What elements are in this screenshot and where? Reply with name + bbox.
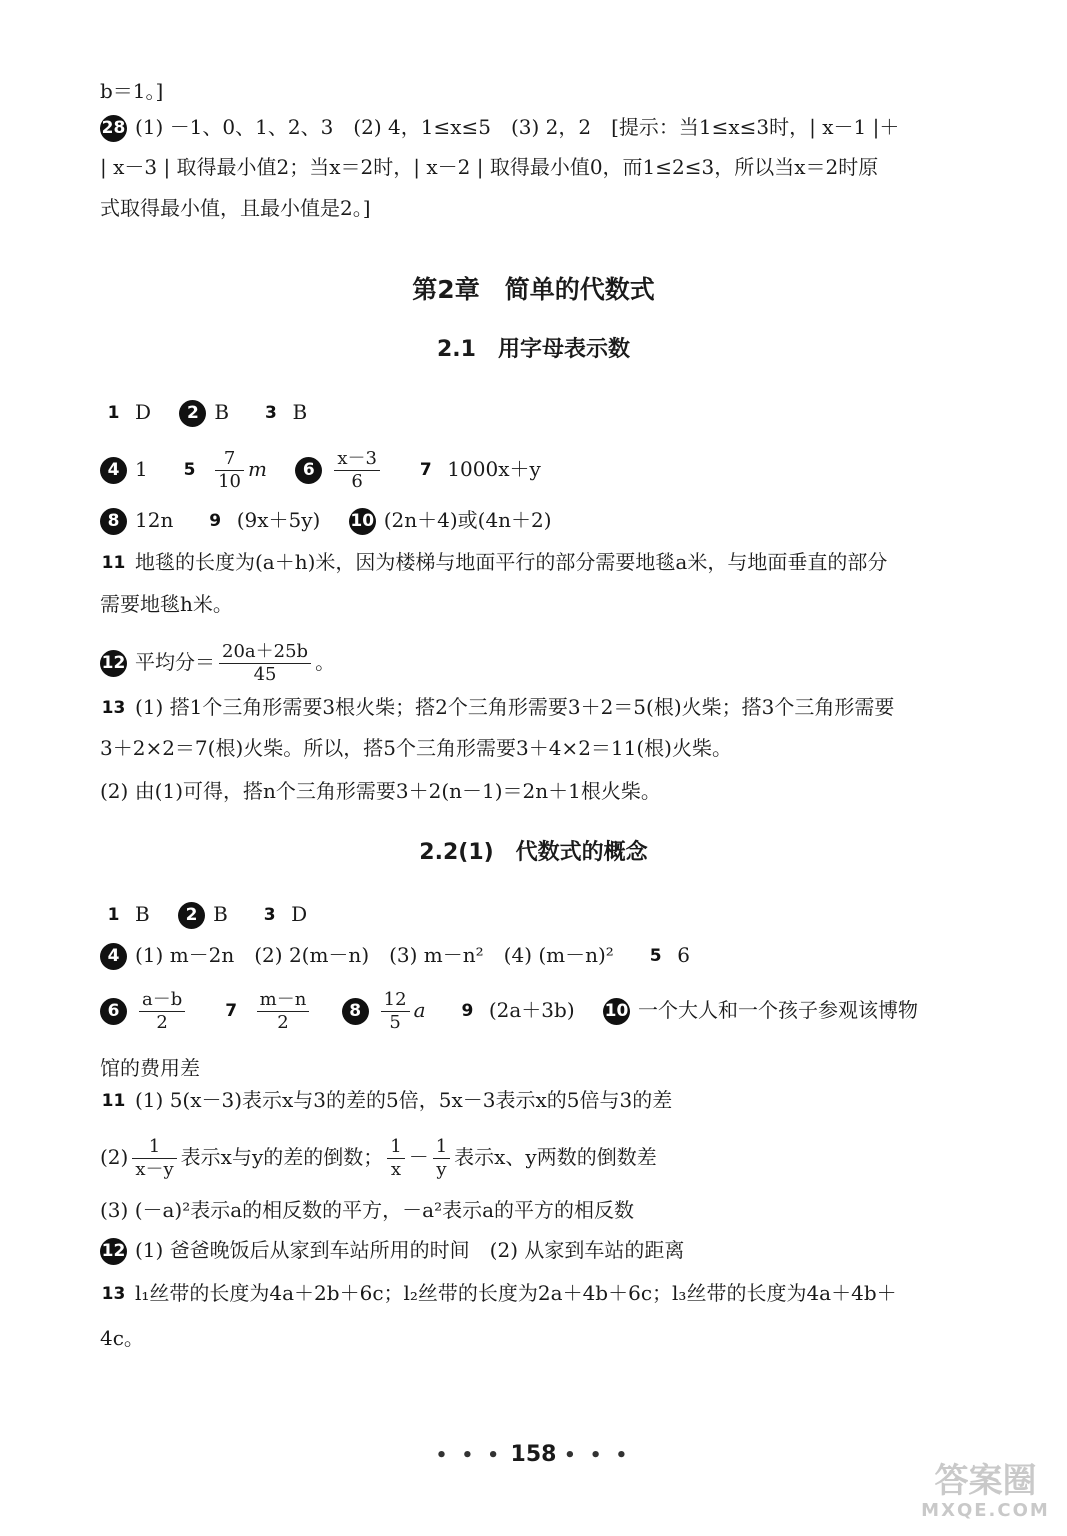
answer-item [100,400,151,424]
s2-row3 [100,985,1007,1035]
watermark-url: MXQE.COM [921,1500,1050,1521]
question-number: 12 [100,650,127,677]
s2-row1 [100,899,1007,929]
q12-text: (1) 爸爸晚饭后从家到车站所用的时间 (2) 从家到车站的距离 [135,1238,685,1262]
denominator: x－y [135,1159,174,1180]
question-number: 6 [295,457,322,484]
answer-value: B [135,902,150,926]
numerator: a－b [139,989,185,1012]
answer-item [176,448,267,492]
answer-item [100,457,148,481]
answer-item [218,989,314,1033]
question-number: 7 [225,1001,238,1021]
question-number: 1 [107,403,120,423]
answer-item [178,902,228,926]
q11-part2-prefix: (2) [100,1145,129,1169]
q12-suffix: 。 [315,650,336,674]
answer-item [100,508,173,532]
denominator: y [436,1159,447,1180]
answer-value: D [135,400,152,424]
q28-line3: 式取得最小值，且最小值是2。] [100,196,371,220]
s1-q13-line3: (2) 由(1)可得，搭n个三角形需要3＋2(n－1)＝2n＋1根火柴。 [100,779,661,803]
denominator: 2 [277,1012,289,1033]
q28-line1 [100,112,1007,142]
q28-text-line1: (1) －1、0、1、2、3 (2) 4，1≤x≤5 (3) 2，2 [提示：当1≤x≤3时，| x－1 |＋ [135,115,900,139]
denominator: 6 [351,471,363,492]
answer-item [412,457,540,481]
s2-q11-line1 [100,1085,1007,1115]
q28-line2: | x－3 | 取得最小值2；当x＝2时，| x－2 | 取得最小值0，而1≤2≤3，所以当x＝2时原 [100,155,879,179]
question-number: 1 [107,905,120,925]
fraction [381,989,410,1034]
numerator: 1 [433,1136,450,1159]
s2-q10-continued: 馆的费用差 [100,1056,200,1080]
s1-q13-line1 [100,692,1007,722]
answer-value: D [291,902,308,926]
answer-item [295,448,384,492]
denominator: x [390,1159,402,1180]
question-number: 9 [209,511,222,531]
s1-row3 [100,505,1007,535]
question-number: 4 [100,943,127,970]
answer-item [454,998,575,1022]
denominator: 2 [156,1012,168,1033]
s2-q12 [100,1235,1007,1265]
denominator: 10 [218,471,241,492]
question-number: 3 [265,403,277,423]
numerator: 12 [381,989,410,1012]
s1-q13-line2: 3＋2×2＝7(根)火柴。所以，搭5个三角形需要3＋4×2＝11(根)火柴。 [100,736,732,760]
answer-item [256,902,307,926]
question-number: 4 [100,457,127,484]
watermark-logo [918,1462,1053,1528]
previous-answer-tail: b＝1。] [100,79,164,103]
answer-item [349,508,552,532]
chapter-title: 第2章 简单的代数式 [412,275,655,304]
page-number: 158 [510,1442,557,1467]
denominator: 5 [389,1012,401,1033]
answer-value: 一个大人和一个孩子参观该博物 [638,998,918,1022]
answer-value: (2a＋3b) [488,998,575,1022]
answer-value: (9x＋5y) [236,508,321,532]
fraction [139,989,185,1034]
question-number: 13 [101,1284,126,1304]
s2-q11-line2 [100,1132,1007,1182]
q13-text: (1) 搭1个三角形需要3根火柴；搭2个三角形需要3＋2＝5(根)火柴；搭3个三角形需要 [135,695,895,719]
fraction [219,641,311,686]
q11-part2-mid: 表示x与y的差的倒数； [180,1145,384,1169]
answer-item [342,989,426,1033]
s1-row1 [100,397,1007,427]
answer-item [100,989,189,1033]
answer-item [642,943,690,967]
decorative-dots-right: • • • [564,1445,632,1466]
answer-value: (2n＋4)或(4n＋2) [383,508,552,532]
question-number: 11 [101,553,126,573]
s1-q11-line1 [100,547,1007,577]
question-number: 8 [100,508,127,535]
answer-item [257,400,307,424]
question-number: 10 [603,998,630,1025]
fraction [433,1136,450,1181]
question-number: 9 [461,1001,474,1021]
fraction [132,1136,176,1181]
question-number: 5 [183,460,196,480]
question-number: 7 [419,460,432,480]
answer-value: 1 [135,457,148,481]
fraction [257,989,310,1034]
s2-q13-line1 [100,1278,1007,1308]
q13-text: l₁丝带的长度为4a＋2b＋6c；l₂丝带的长度为2a＋4b＋6c；l₃丝带的长度为4a＋4b＋ [135,1281,897,1305]
question-number: 10 [349,508,376,535]
q12-prefix: 平均分＝ [135,650,215,674]
answer-value: B [214,400,230,424]
answer-value: 1000x＋y [447,457,541,481]
decorative-dots-left: • • • [435,1445,503,1466]
answer-item [603,998,918,1022]
q11-text: (1) 5(x－3)表示x与3的差的5倍，5x－3表示x的5倍与3的差 [135,1088,673,1112]
numerator: 7 [215,448,244,471]
q11-part2-suffix: 表示x、y两数的倒数差 [454,1145,657,1169]
fraction [334,448,380,493]
answer-item [100,943,614,967]
question-number: 2 [178,902,205,929]
numerator: 20a＋25b [219,641,311,664]
answer-value: B [292,400,308,424]
numerator: m－n [257,989,310,1012]
s1-q11-line2: 需要地毯h米。 [100,592,233,616]
question-number: 6 [100,998,127,1025]
question-number: 11 [101,1091,126,1111]
fraction [387,1136,404,1181]
answer-item [202,508,321,532]
question-number: 13 [101,698,126,718]
answer-value: B [213,902,228,926]
fraction [215,448,244,493]
denominator: 45 [253,664,277,685]
s1-row2 [100,448,1007,493]
question-number: 3 [263,905,276,925]
answer-item [100,902,150,926]
variable: a [413,998,426,1022]
numerator: 1 [387,1136,404,1159]
numerator: x－3 [334,448,380,471]
question-number: 12 [100,1238,127,1265]
question-number: 2 [179,400,206,427]
watermark-text: 答案圈 [934,1461,1037,1501]
variable: m [248,457,267,481]
question-number: 28 [100,115,127,142]
answer-item [179,400,229,424]
minus-sign: － [408,1145,429,1169]
s2-q11-line3: (3) (－a)²表示a的相反数的平方，－a²表示a的平方的相反数 [100,1198,635,1222]
answer-value: 6 [677,943,690,967]
q11-text: 地毯的长度为(a＋h)米，因为楼梯与地面平行的部分需要地毯a米，与地面垂直的部分 [135,550,888,574]
question-number: 5 [649,946,662,966]
numerator: 1 [132,1136,176,1159]
section-title-2-1: 2.1 用字母表示数 [437,337,630,362]
answer-value: 12n [135,508,174,532]
question-number: 8 [342,998,369,1025]
section-title-2-2-1: 2.2(1) 代数式的概念 [419,840,648,865]
s2-row2 [100,940,1007,970]
page-footer [0,1442,1067,1467]
answer-value: (1) m－2n (2) 2(m－n) (3) m－n² (4) (m－n)² [135,943,614,967]
s1-q12 [100,640,1007,686]
s2-q13-line2: 4c。 [100,1326,144,1350]
